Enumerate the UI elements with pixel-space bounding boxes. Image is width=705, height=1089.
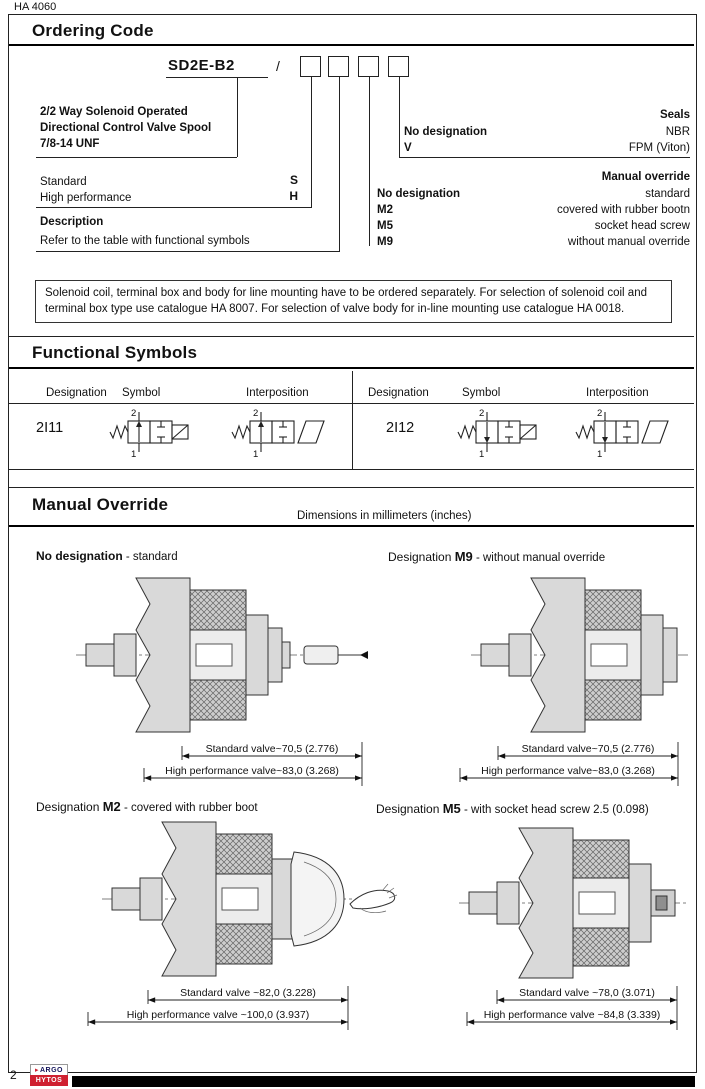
section-rule [9, 367, 694, 369]
variant-desc: - covered with rubber boot [120, 802, 258, 814]
variant-label-m5 [376, 801, 649, 818]
variant-desc: - without manual override [472, 552, 606, 564]
connector-box2 [339, 77, 340, 252]
designation-2i11: 2I11 [36, 420, 64, 436]
port-1-label: 1 [253, 449, 259, 460]
model-slash: / [276, 58, 280, 74]
ovr-code-1: M2 [377, 204, 393, 216]
knurled-nut-top [190, 590, 246, 630]
ovr-value-2: socket head screw [594, 220, 690, 232]
transition-box [298, 421, 324, 443]
dimensions-m2 [28, 986, 368, 1034]
variant-label-m9 [388, 549, 605, 566]
seal-code-0: No designation [404, 126, 488, 138]
variant-name: No designation [36, 549, 123, 563]
port-1-label: 1 [597, 449, 603, 460]
valve-diagram-m9 [467, 570, 692, 740]
variant-label-standard [36, 549, 178, 565]
variant-desc: - with socket head screw 2.5 (0.098) [460, 804, 649, 816]
argo-hytos-logo [30, 1064, 68, 1086]
section-rule [9, 525, 694, 527]
dim-high-text: High performance valve~83,0 (3.268) [165, 765, 339, 777]
dim-standard-text: Standard valve~70,5 (2.776) [521, 743, 655, 755]
col-interposition-left: Interposition [246, 387, 309, 399]
dim-standard-text: Standard valve ~82,0 (3.228) [180, 987, 316, 999]
footer-bar [72, 1076, 695, 1087]
spring-icon [458, 426, 476, 438]
ovr-code-0: No designation [377, 188, 461, 200]
highperf-label: High performance [40, 192, 132, 204]
dimensions-m9 [368, 742, 698, 790]
knurled-nut-top [573, 840, 629, 878]
line-performance [36, 207, 311, 208]
push-arrow-icon [360, 651, 368, 659]
page-number: 2 [10, 1068, 17, 1082]
dim-high-text: High performance valve ~84,8 (3.339) [483, 1009, 661, 1021]
spring-icon [576, 426, 594, 438]
variant-desc: - standard [122, 551, 178, 563]
col-designation-left: Designation [46, 387, 107, 399]
port-2-label: 2 [253, 408, 259, 419]
dim-standard-text: Standard valve~70,5 (2.776) [205, 743, 339, 755]
valve-body [481, 578, 677, 732]
manual-override-title: Manual Override [32, 495, 169, 514]
valve-symbol-2i11 [100, 407, 210, 459]
designation-2i12: 2I12 [386, 420, 415, 436]
table-header-rule [9, 403, 694, 404]
socket-screw [651, 890, 675, 916]
ovr-value-3: without manual override [567, 236, 690, 248]
ovr-value-1: covered with rubber bootn [557, 204, 690, 216]
table-divider [352, 371, 353, 470]
ordering-code-title: Ordering Code [32, 21, 154, 40]
knurled-nut-top [585, 590, 641, 630]
spring-icon [110, 426, 128, 438]
seals-title: Seals [659, 109, 690, 121]
dim-standard-text: Standard valve ~78,0 (3.071) [519, 987, 655, 999]
connector-box4 [399, 77, 400, 157]
logo-triangle-icon: ▸ [34, 1067, 39, 1074]
section-divider [9, 336, 694, 337]
dimensions-m5 [372, 986, 697, 1034]
model-code: SD2E-B2 [168, 57, 235, 74]
line-seals [399, 157, 690, 158]
variant-word: Designation [36, 800, 103, 814]
valve-diagram-m2 [98, 814, 388, 984]
valve-type-line3: 7/8-14 UNF [40, 138, 100, 150]
description-label: Description [40, 216, 104, 228]
valve-body [86, 578, 290, 732]
port-2-label: 2 [479, 408, 485, 419]
connector-box3 [369, 77, 370, 246]
interposition-symbol-2i11 [222, 407, 340, 459]
standard-label: Standard [40, 176, 87, 188]
variant-word: Designation [376, 802, 443, 816]
note-text: Solenoid coil, terminal box and body for line mounting have to be ordered separately. For selection of solenoid coil and terminal box type use catalogue HA 8007. For selection of valve body for in-line mounting use catalogue HA 0018. [45, 287, 647, 315]
section-rule [9, 44, 694, 46]
seal-value-1: FPM (Viton) [628, 142, 690, 154]
functional-symbols-title: Functional Symbols [32, 343, 198, 362]
variant-code: M2 [102, 799, 121, 814]
logo-argo-text: ARGO [40, 1067, 63, 1074]
dimensions-note: Dimensions in millimeters (inches) [297, 510, 472, 522]
connector-model [237, 78, 238, 157]
valve-body [469, 828, 651, 978]
ovr-value-0: standard [645, 188, 690, 200]
variant-code: M9 [454, 549, 473, 564]
ovr-code-3: M9 [377, 236, 393, 248]
description-text: Refer to the table with functional symbols [40, 235, 250, 247]
dimensions-standard [52, 742, 382, 790]
valve-diagram-m5 [455, 822, 690, 984]
highperf-code: H [289, 189, 298, 203]
seal-code-1: V [404, 142, 412, 154]
port-1-label: 1 [479, 449, 485, 460]
line-description [36, 251, 339, 252]
valve-type-line1: 2/2 Way Solenoid Operated [40, 106, 188, 118]
valve-type-line2: Directional Control Valve Spool [40, 122, 212, 134]
code-box-4 [388, 56, 409, 77]
seal-value-0: NBR [665, 126, 690, 138]
interposition-symbol-2i12 [566, 407, 684, 459]
knurled-nut-bottom [585, 680, 641, 720]
code-box-1 [300, 56, 321, 77]
knurled-nut-bottom [190, 680, 246, 720]
connector-box1 [311, 77, 312, 208]
logo-argo [30, 1064, 68, 1075]
port-2-label: 2 [597, 408, 603, 419]
valve-body [112, 822, 294, 976]
ovr-code-2: M5 [377, 220, 393, 232]
doc-code: HA 4060 [14, 1, 57, 13]
rubber-boot [291, 852, 344, 946]
variant-code: M5 [442, 801, 461, 816]
override-title: Manual override [601, 171, 690, 183]
code-box-2 [328, 56, 349, 77]
section-divider [9, 487, 694, 488]
knurled-nut-bottom [216, 924, 272, 964]
variant-word: Designation [388, 550, 455, 564]
port-1-label: 1 [131, 449, 137, 460]
dim-high-text: High performance valve~83,0 (3.268) [481, 765, 655, 777]
valve-symbol-2i12 [448, 407, 558, 459]
knurled-nut-top [216, 834, 272, 874]
line-valve-type [36, 157, 237, 158]
push-pin [304, 646, 368, 664]
model-underline [166, 77, 268, 78]
col-symbol-right: Symbol [462, 387, 501, 399]
port-2-label: 2 [131, 408, 137, 419]
note-box [35, 280, 672, 323]
col-designation-right: Designation [368, 387, 429, 399]
transition-box [642, 421, 668, 443]
spring-icon [232, 426, 250, 438]
valve-diagram-standard [72, 570, 372, 740]
logo-hytos: HYTOS [30, 1075, 68, 1086]
col-interposition-right: Interposition [586, 387, 649, 399]
table-bottom-rule [9, 469, 694, 470]
standard-code: S [289, 173, 298, 187]
knurled-nut-bottom [573, 928, 629, 966]
col-symbol-left: Symbol [122, 387, 161, 399]
code-box-3 [358, 56, 379, 77]
dim-high-text: High performance valve ~100,0 (3.937) [126, 1009, 310, 1021]
